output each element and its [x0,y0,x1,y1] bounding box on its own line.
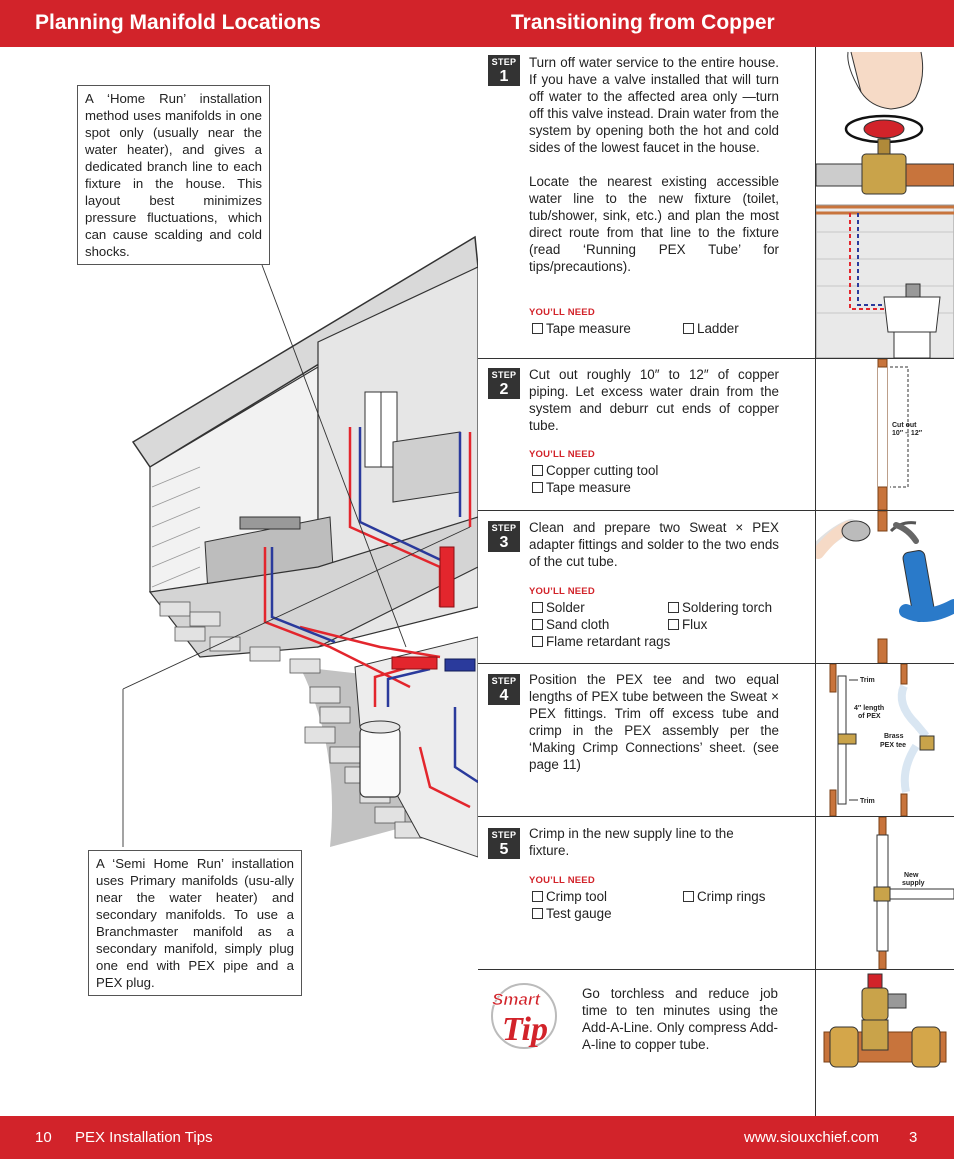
step-badge: STEP 2 [488,368,520,399]
website-link[interactable]: www.siouxchief.com [744,1129,880,1146]
step-badge: STEP 3 [488,521,520,552]
new-label: New [904,872,919,879]
checklist-item[interactable]: Crimp tool [532,888,607,905]
page-number-left: 10 [35,1129,52,1146]
trim-label-top: Trim [860,677,875,684]
trim-label-bottom: Trim [860,798,875,805]
step-paragraph: Locate the nearest existing accessible water line to the new fixture (toilet, tub/shower, sink, etc.) and plan the most direct route from that line to the fixture (read ‘Running PEX Tube’ for tips/precautions). [529,174,779,274]
callout-semi-home-run: A ‘Semi Home Run’ installation uses Primary manifolds (usu-ally near the water heater) and secondary manifolds. To use a Branchmaster manifold as a secondary manifold, simply plug one end with PEX pipe and a PEX plug. [88,850,302,996]
checklist-item[interactable]: Tape measure [532,320,631,337]
checkbox[interactable] [532,891,543,902]
brass-label: Brass [884,733,904,740]
youll-need-label: YOU’LL NEED [529,307,595,318]
checkbox[interactable] [532,636,543,647]
smart-tip-text: Go torchless and reduce job time to ten minutes using the Add-A-Line. Only compress Add-A-line to copper tube. [582,986,778,1052]
step-2-instructions [529,366,779,434]
length-sublabel: of PEX [858,713,881,720]
cut-out-sublabel: 10″ – 12″ [892,430,923,437]
checklist-item[interactable]: Tape measure [532,479,631,496]
new-supply-illustration [816,817,954,969]
step-paragraph: Position the PEX tee and two equal lengths of PEX tube between the Sweat × PEX fittings. Trim off excess tube and crimp in the PEX assembly per the ‘Making Crimp Connections’ sheet. (see page 11) [529,672,779,772]
checkbox[interactable] [532,619,543,630]
header-bar [0,0,954,47]
checkbox[interactable] [668,619,679,630]
step-paragraph: Clean and prepare two Sweat × PEX adapter fittings and solder to the two ends of the cut tube. [529,520,779,569]
page-number-right: 3 [909,1129,918,1146]
checklist-item[interactable]: Solder [532,599,585,616]
checklist-item[interactable]: Flame retardant rags [532,633,670,650]
smart-tip-logo [486,980,562,1050]
valve-shutoff-illustration [816,47,954,358]
checklist-item[interactable]: Test gauge [532,905,612,922]
checkbox[interactable] [532,465,543,476]
cut-out-label: Cut out [892,422,917,429]
checkbox[interactable] [683,891,694,902]
checklist-item[interactable]: Crimp rings [683,888,765,905]
step-paragraph: Crimp in the new supply line to the fixture. [529,826,734,858]
footer-bar [0,1116,954,1159]
soldering-illustration [816,511,954,663]
youll-need-label: YOU’LL NEED [529,449,595,460]
length-label: 4″ length [854,705,885,712]
step-paragraph: Turn off water service to the entire house. If you have a valve installed that will turn off water to the affected area only —turn off this valve instead. Drain water from the system by opening both the hot and cold sides of the lowest faucet in the house. [529,55,779,155]
step-badge: STEP 4 [488,674,520,705]
checklist-item[interactable]: Copper cutting tool [532,462,658,479]
checkbox[interactable] [683,323,694,334]
checkbox[interactable] [532,323,543,334]
checkbox[interactable] [668,602,679,613]
supply-label: supply [902,880,925,887]
checkbox[interactable] [532,602,543,613]
checklist-item[interactable]: Sand cloth [532,616,609,633]
checklist-item[interactable]: Soldering torch [668,599,772,616]
checklist-item[interactable]: Flux [668,616,707,633]
smart-tip-logo-bottom: Tip [502,1011,548,1048]
section-title-left: Planning Manifold Locations [35,11,321,34]
pex-tee-assembly-illustration [816,664,954,816]
checklist-item[interactable]: Ladder [683,320,739,337]
copper-cut-illustration [816,359,954,510]
step-3-instructions [529,519,779,570]
section-title-right: Transitioning from Copper [511,11,775,34]
step-badge: STEP 5 [488,828,520,859]
step-5-instructions [529,825,749,859]
step-paragraph: Cut out roughly 10″ to 12″ of copper piping. Let excess water drain from the system and deburr cut ends of copper tube. [529,367,779,433]
smart-tip-logo-top: Smart [492,990,541,1009]
checkbox[interactable] [532,482,543,493]
publication-title: PEX Installation Tips [75,1129,213,1146]
pex-tee-label: PEX tee [880,742,907,749]
step-badge: STEP 1 [488,55,520,86]
callout-home-run: A ‘Home Run’ installation method uses manifolds in one spot only (usually near the water heater), and gives a dedicated branch line to each fixture in the house. This layout best minimizes pressure fluctuations, which can cause scalding and cold shocks. [77,85,270,265]
step-divider [478,969,954,970]
step-4-instructions [529,671,779,773]
youll-need-label: YOU’LL NEED [529,875,595,886]
checkbox[interactable] [532,908,543,919]
step-1-instructions [529,54,779,275]
add-a-line-fitting-illustration [816,972,954,1092]
youll-need-label: YOU’LL NEED [529,586,595,597]
